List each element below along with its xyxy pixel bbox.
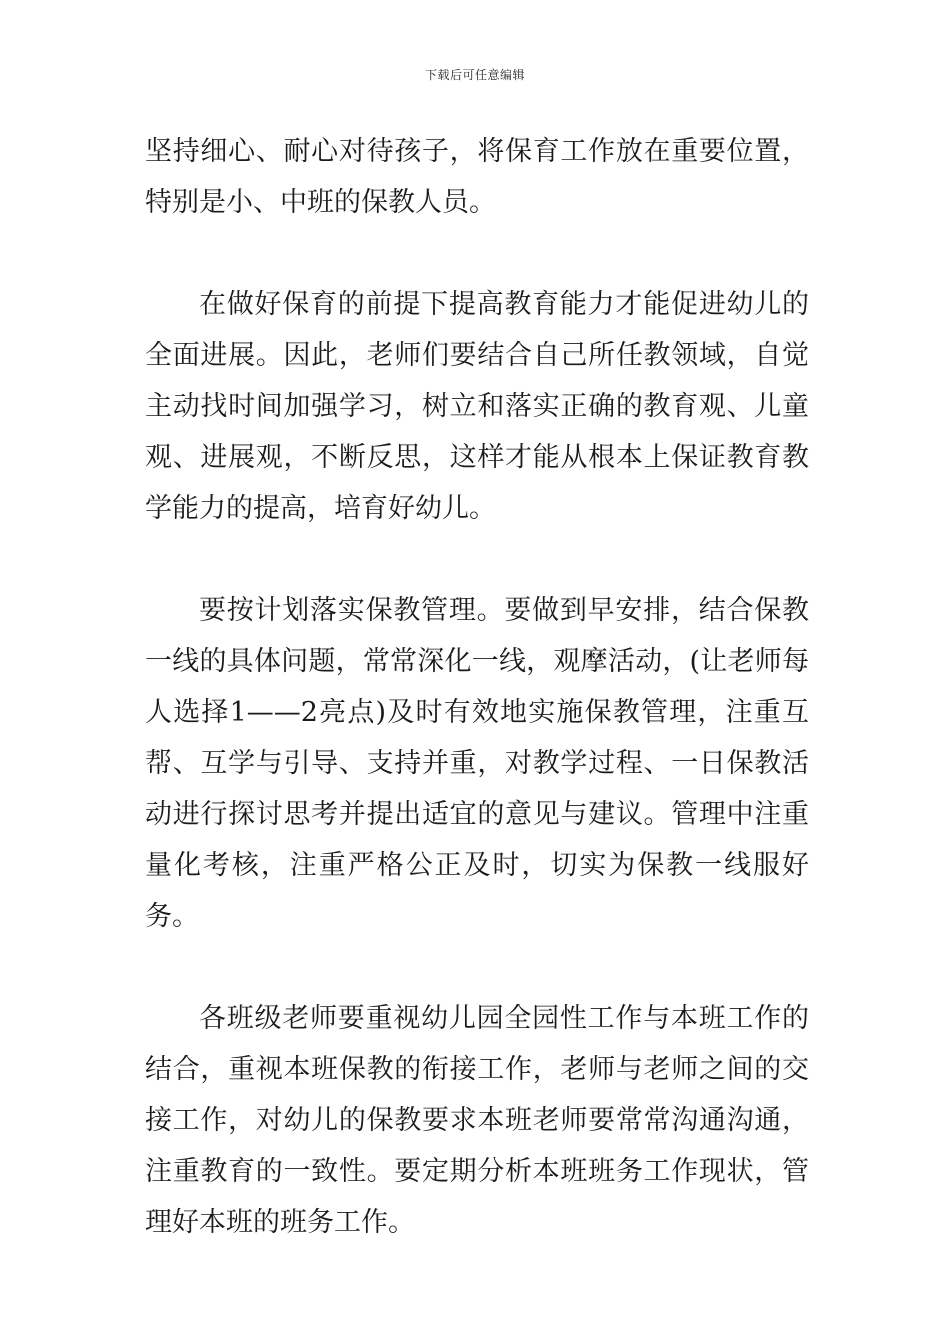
paragraph-2: 在做好保育的前提下提高教育能力才能促进幼儿的全面进展。因此，老师们要结合自己所任教领域，自觉主动找时间加强学习，树立和落实正确的教育观、儿童观、进展观，不断反思，这样才能从根本上保证教育教学能力的提高，培育好幼儿。	[145, 289, 809, 524]
paragraph-1: 坚持细心、耐心对待孩子，将保育工作放在重要位置，特别是小、中班的保教人员。	[145, 136, 809, 218]
paragraph-4: 各班级老师要重视幼儿园全园性工作与本班工作的结合，重视本班保教的衔接工作，老师与老师之间的交接工作，对幼儿的保教要求本班老师要常常沟通沟通，注重教育的一致性。要定期分析本班班务工作现状，管理好本班的班务工作。	[145, 1003, 809, 1238]
header-note: 下载后可任意编辑	[424, 68, 525, 82]
paragraph-3: 要按计划落实保教管理。要做到早安排，结合保教一线的具体问题，常常深化一线，观摩活动，(让老师每人选择1——2亮点)及时有效地实施保教管理，注重互帮、互学与引导、支持并重，对教学过程、一日保教活动进行探讨思考并提出适宜的意见与建议。管理中注重量化考核，注重严格公正及时，切实为保教一线服好务。	[145, 595, 809, 932]
document-body	[145, 126, 809, 1299]
